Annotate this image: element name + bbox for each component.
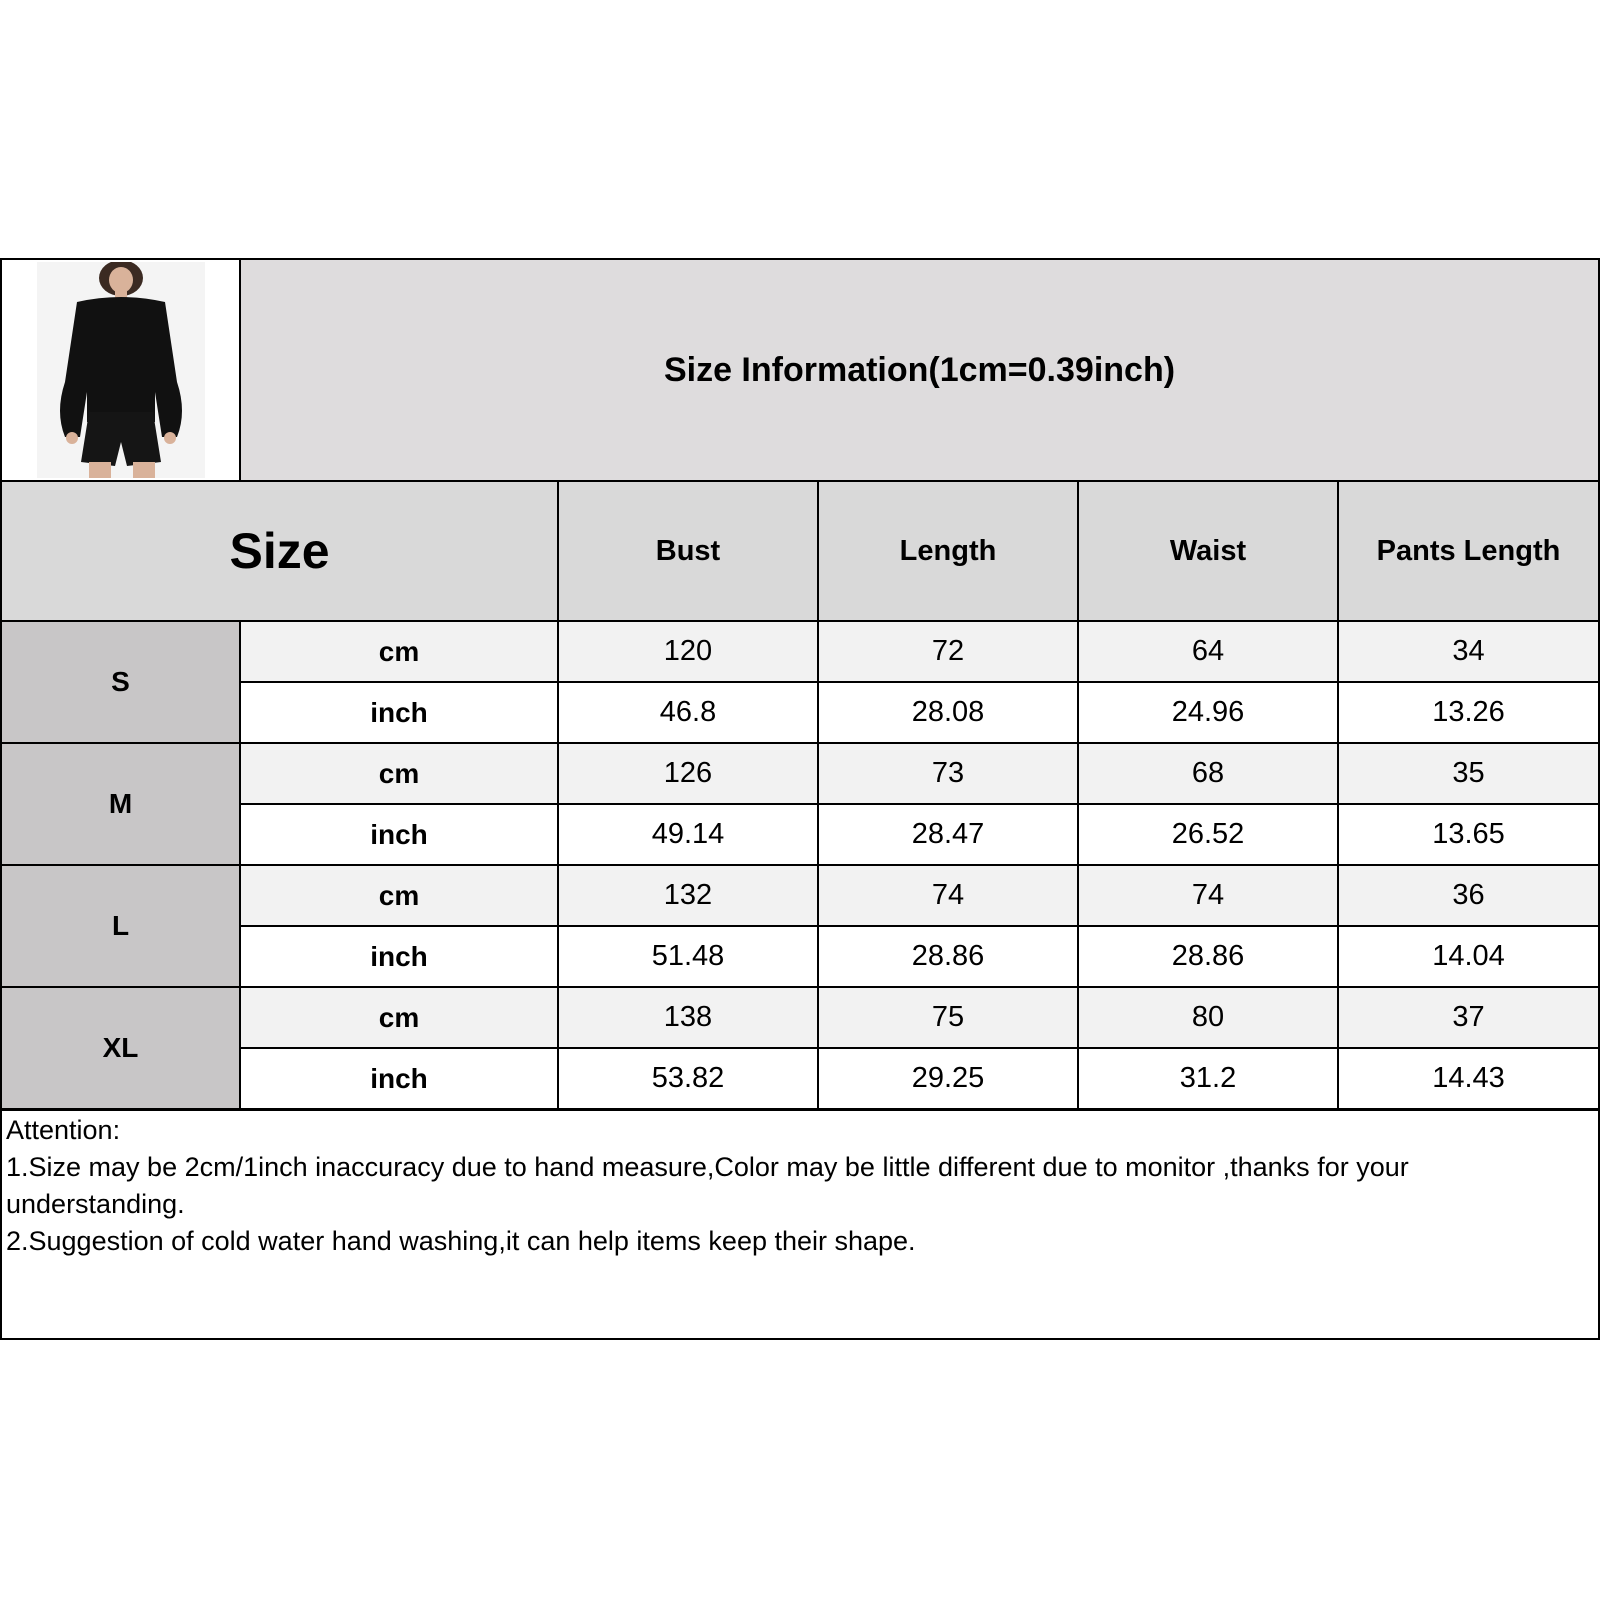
table-cell-value: 14.04 [1432,940,1505,972]
table-cell [1079,683,1337,742]
col-header-text: Bust [655,534,721,567]
size-label-2 [2,866,239,986]
table-cell-value: 46.8 [659,696,717,728]
table-cell-value: 73 [931,757,965,789]
table-cell [1079,805,1337,864]
unit-text: cm [378,1001,420,1033]
table-cell-value: 28.86 [1171,940,1245,972]
unit-text: inch [370,940,428,972]
divider [0,742,1600,744]
table-cell [819,683,1077,742]
table-cell [819,927,1077,986]
divider [0,1108,1600,1110]
table-cell-value: 37 [1452,1001,1485,1033]
unit-cell [241,927,557,986]
table-cell [1079,622,1337,681]
table-cell [819,866,1077,925]
notes-line-1: 1.Size may be 2cm/1inch inaccuracy due to hand measure,Color may be little different due to monitor ,thanks for your [6,1152,1409,1182]
unit-cell [241,1049,557,1108]
table-cell-value: 13.65 [1432,818,1505,850]
size-label-text: L [111,910,130,941]
table-cell-value: 75 [931,1001,965,1033]
table-cell [1339,866,1598,925]
table-cell [1079,1049,1337,1108]
size-label-3 [2,988,239,1108]
page-title [241,260,1598,480]
table-cell [1079,866,1337,925]
table-cell-value: 138 [663,1001,713,1033]
col-header-text: Waist [1169,534,1247,567]
unit-cell [241,805,557,864]
title-text: Size Information(1cm=0.39inch) [663,350,1176,389]
table-cell-value: 68 [1191,757,1225,789]
divider [239,925,1600,927]
table-cell-value: 34 [1452,635,1485,667]
table-cell [1339,1049,1598,1108]
table-cell [559,1049,817,1108]
col-header-bust [559,482,817,620]
table-cell-value: 26.52 [1171,818,1245,850]
size-header-text: Size [229,523,330,579]
table-cell-value: 74 [1191,879,1225,911]
table-cell-value: 74 [931,879,965,911]
divider [0,480,1600,482]
divider [239,681,1600,683]
col-header-waist [1079,482,1337,620]
notes-line-1b: understanding. [6,1189,185,1219]
divider [0,986,1600,988]
table-cell-value: 31.2 [1179,1062,1237,1094]
unit-cell [241,744,557,803]
table-cell-value: 28.86 [911,940,985,972]
unit-text: cm [378,757,420,789]
col-header-text: Length [899,534,997,567]
divider [239,803,1600,805]
divider [0,864,1600,866]
table-cell-value: 28.47 [911,818,985,850]
table-cell-value: 14.43 [1432,1062,1505,1094]
table-cell [559,683,817,742]
table-cell-value: 132 [663,879,713,911]
table-cell [559,927,817,986]
table-cell-value: 36 [1452,879,1485,911]
table-cell [1339,805,1598,864]
table-cell [819,1049,1077,1108]
notes-line-2: 2.Suggestion of cold water hand washing,it can help items keep their shape. [6,1226,916,1256]
table-cell-value: 72 [931,635,965,667]
table-cell [819,622,1077,681]
table-cell-value: 80 [1191,1001,1225,1033]
table-cell [819,988,1077,1047]
size-label-text: M [108,788,133,819]
table-cell-value: 126 [663,757,713,789]
unit-text: inch [370,696,428,728]
unit-cell [241,988,557,1047]
col-header-text: Pants Length [1376,534,1561,567]
table-cell [819,805,1077,864]
unit-cell [241,866,557,925]
unit-text: cm [378,879,420,911]
table-cell [1079,744,1337,803]
unit-text: inch [370,1062,428,1094]
table-cell [1079,927,1337,986]
table-cell-value: 120 [663,635,713,667]
table-cell [559,866,817,925]
table-cell [559,744,817,803]
table-cell [1339,683,1598,742]
table-cell-value: 35 [1452,757,1485,789]
table-cell [1079,988,1337,1047]
table-cell-value: 53.82 [651,1062,725,1094]
col-header-length [819,482,1077,620]
table-cell [559,622,817,681]
table-cell [1339,744,1598,803]
table-cell-value: 49.14 [651,818,725,850]
table-cell [819,744,1077,803]
table-cell-value: 51.48 [651,940,725,972]
col-header-pants-length [1339,482,1598,620]
table-cell-value: 28.08 [911,696,985,728]
table-cell-value: 29.25 [911,1062,985,1094]
table-cell-value: 64 [1191,635,1225,667]
unit-text: inch [370,818,428,850]
table-cell [559,988,817,1047]
notes-heading: Attention: [6,1115,121,1145]
size-label-1 [2,744,239,864]
unit-text: cm [378,635,420,667]
table-cell-value: 24.96 [1171,696,1245,728]
divider [1077,480,1079,1110]
table-cell [1339,622,1598,681]
divider [239,1047,1600,1049]
size-label-text: XL [102,1032,139,1063]
divider [557,480,559,1110]
attention-notes [6,1112,1506,1260]
table-cell-value: 13.26 [1432,696,1505,728]
unit-cell [241,622,557,681]
unit-cell [241,683,557,742]
divider [239,258,241,480]
table-cell [1339,988,1598,1047]
model-photo-icon [37,262,205,478]
size-header [2,482,557,620]
divider [1337,480,1339,1110]
photo-cell [2,260,240,480]
table-cell [1339,927,1598,986]
size-label-text: S [111,666,130,697]
table-cell [559,805,817,864]
size-label-0 [2,622,239,742]
divider [817,480,819,1110]
